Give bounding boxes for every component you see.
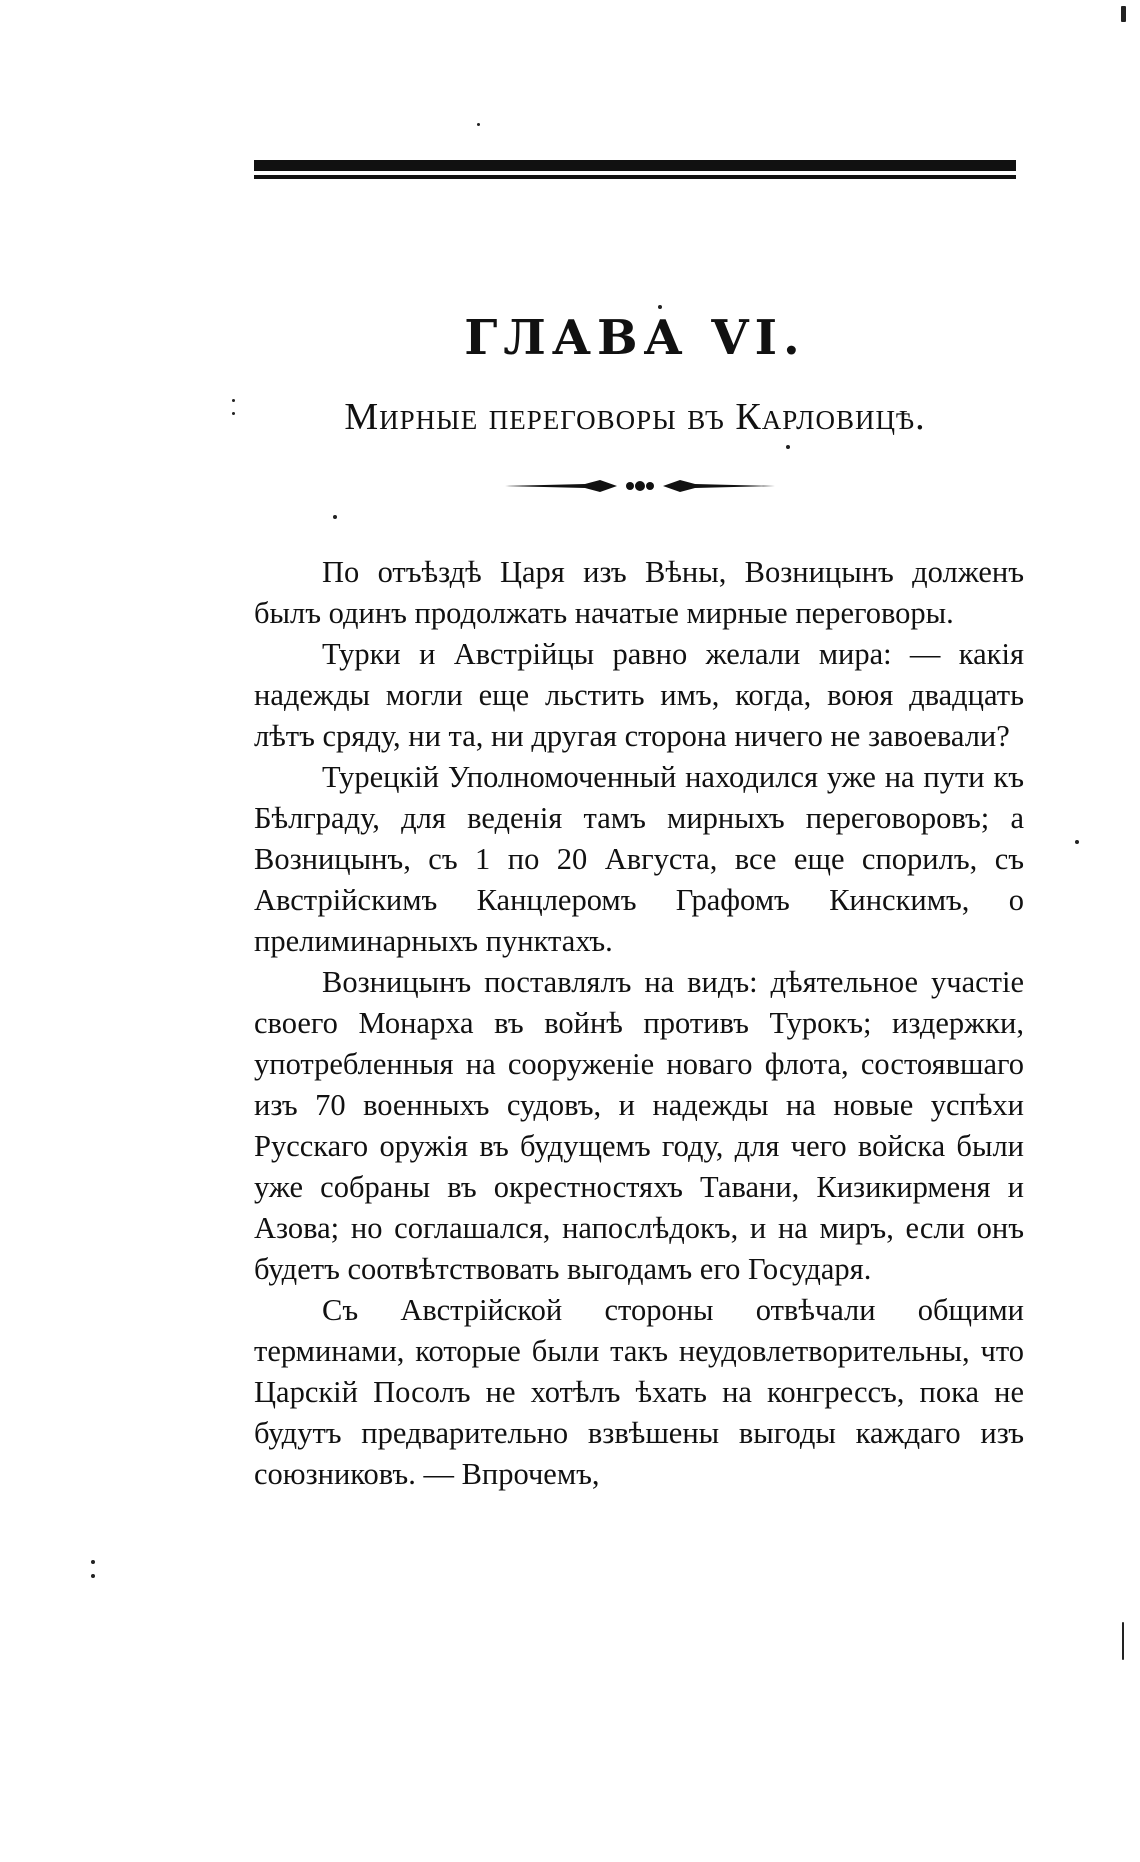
scan-speck: [1122, 1622, 1124, 1660]
chapter-subtitle: Мирные переговоры въ Карловицѣ.: [344, 396, 926, 438]
header-rule-thick: [254, 160, 1016, 171]
paragraph: По отъѣздѣ Царя изъ Вѣны, Возницынъ долженъ былъ одинъ продолжать начатые мирные переговоры.: [254, 555, 1024, 630]
scan-speck: [658, 305, 662, 309]
scan-speck: [786, 445, 790, 449]
scan-speck: [1075, 840, 1079, 844]
ornament-divider-icon: [505, 474, 775, 498]
chapter-title: ГЛАВА VI.: [464, 310, 806, 366]
paragraph: Турецкій Уполномоченный находился уже на пути къ Бѣлграду, для веденія тамъ мирныхъ переговоровъ; а Возницынъ, съ 1 по 20 Августа, все еще спорилъ, съ Австрійскимъ Канцлеромъ Графомъ Кинскимъ, о прелиминарныхъ пунктахъ.: [254, 760, 1024, 958]
paragraph: Турки и Австрійцы равно желали мира: — какія надежды могли еще льстить имъ, когда, воюя двадцать лѣтъ сряду, ни та, ни другая сторона ничего не завоевали?: [254, 637, 1024, 753]
scan-speck: [232, 399, 235, 402]
scan-speck: [1121, 6, 1126, 22]
scan-speck: [91, 1574, 95, 1578]
scan-speck: [477, 123, 480, 126]
paragraph: Возницынъ поставлялъ на видъ: дѣятельное участіе своего Монарха въ войнѣ противъ Турокъ; издержки, употребленныя на сооруженіе новаго флота, состоявшаго изъ 70 военныхъ судовъ, и надежды на новые успѣхи Русскаго оружія въ будущемъ году, для чего войска были уже собраны въ окрестностяхъ Тавани, Кизикирменя и Азова; но соглашался, напослѣдокъ, и на миръ, если онъ будетъ соотвѣтствовать выгодамъ его Государя.: [254, 965, 1024, 1286]
scan-speck: [91, 1560, 95, 1564]
scan-speck: [333, 515, 337, 519]
scan-speck: [232, 412, 235, 415]
paragraph: Съ Австрійской стороны отвѣчали общими терминами, которые были такъ неудовлетворительны, что Царскій Посолъ не хотѣлъ ѣхать на конгрессъ, пока не будутъ предварительно взвѣшены выгоды каждаго изъ союзниковъ. — Впрочемъ,: [254, 1293, 1024, 1491]
header-double-rule: [254, 160, 1016, 182]
header-rule-thin: [254, 175, 1016, 179]
body-text: [254, 552, 1024, 1495]
